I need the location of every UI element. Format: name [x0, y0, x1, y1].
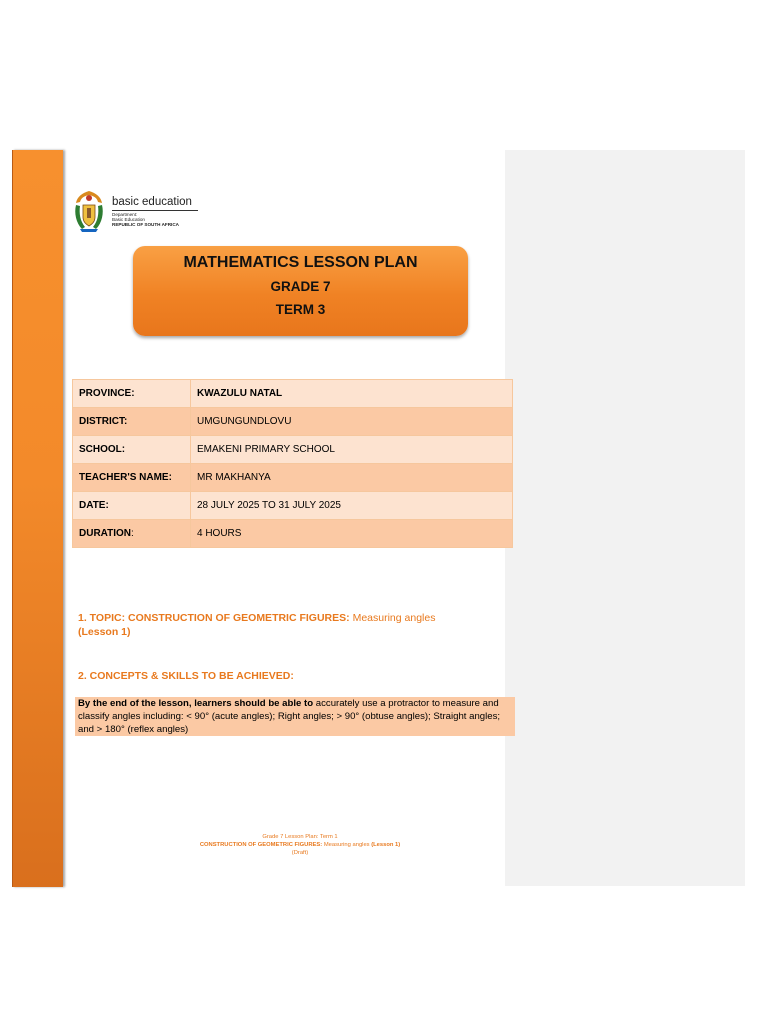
logo-line-2: Basic Education: [112, 217, 145, 222]
side-panel: [505, 150, 745, 886]
table-row: [73, 380, 513, 408]
logo-divider: [112, 210, 198, 211]
decorative-side-bar: [12, 150, 63, 887]
table-row: [73, 520, 513, 548]
table-row: [73, 408, 513, 436]
province-label: PROVINCE:: [73, 380, 191, 408]
page-footer: [150, 833, 450, 857]
footer-line-3: (Draft): [291, 850, 309, 856]
logo-line-1: Department:: [112, 212, 138, 217]
document-title: MATHEMATICS LESSON PLAN: [183, 254, 418, 271]
district-value: UMGUNGUNDLOVU: [191, 408, 513, 436]
teacher-name-label: TEACHER'S NAME:: [73, 464, 191, 492]
teacher-name-value: MR MAKHANYA: [191, 464, 513, 492]
coat-of-arms-icon: [72, 189, 106, 233]
topic-heading: 1. TOPIC: CONSTRUCTION OF GEOMETRIC FIGURES:: [78, 612, 350, 624]
duration-value: 4 HOURS: [191, 520, 513, 548]
topic-section: [78, 611, 498, 639]
learning-outcome-text: By the end of the lesson, learners should be able to accurately use a protractor to measure and classify angles including: < 90° (acute angles); Right angles; > 90° (obtuse angles); Straight angles; and > 180° (reflex angles): [78, 698, 501, 735]
table-row: [73, 436, 513, 464]
concepts-skills-heading: 2. CONCEPTS & SKILLS TO BE ACHIEVED:: [78, 670, 294, 682]
date-value: 28 JULY 2025 TO 31 JULY 2025: [191, 492, 513, 520]
logo-line-3: REPUBLIC OF SOUTH AFRICA: [112, 222, 179, 227]
learning-outcome-box: [75, 697, 515, 736]
date-label: DATE:: [73, 492, 191, 520]
logo-brand-text: basic education: [112, 196, 192, 208]
duration-label: DURATION:: [73, 520, 191, 548]
lesson-plan-title-box: [133, 246, 468, 336]
department-logo: [72, 189, 202, 233]
footer-line-1: Grade 7 Lesson Plan: Term 1: [262, 834, 338, 840]
district-label: DISTRICT:: [73, 408, 191, 436]
table-row: [73, 492, 513, 520]
term-label: TERM 3: [275, 302, 326, 317]
topic-lesson: (Lesson 1): [78, 626, 131, 638]
school-value: EMAKENI PRIMARY SCHOOL: [191, 436, 513, 464]
topic-name: Measuring angles: [349, 612, 436, 624]
table-row: [73, 464, 513, 492]
grade-label: GRADE 7: [270, 279, 331, 294]
lesson-info-table: [72, 379, 513, 548]
province-value: KWAZULU NATAL: [191, 380, 513, 408]
footer-line-2: CONSTRUCTION OF GEOMETRIC FIGURES: Measuring angles (Lesson 1): [199, 842, 401, 848]
school-label: SCHOOL:: [73, 436, 191, 464]
logo-subtitle: [112, 212, 202, 227]
